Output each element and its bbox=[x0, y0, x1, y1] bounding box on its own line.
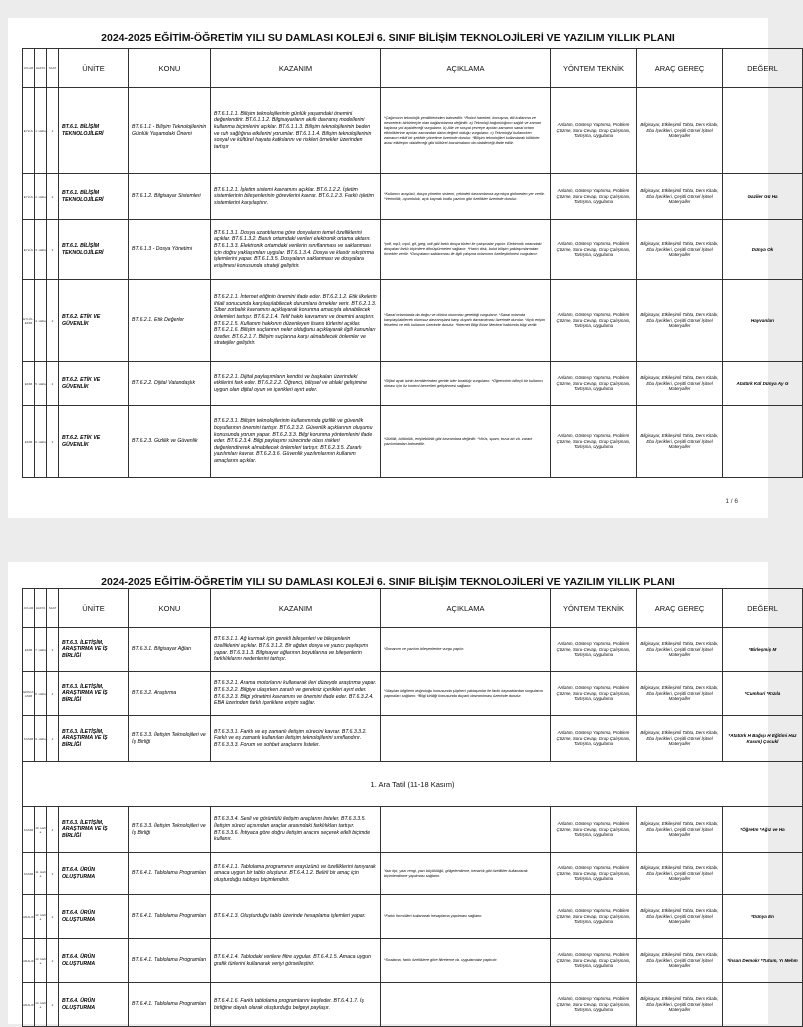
tools-cell: Bilgisayar, Etkileşimli Tahta, Ders Kitabı, Eba İçerikleri, Çeşitli Görsel İşitsel Materyaller bbox=[637, 628, 723, 672]
table-row bbox=[23, 220, 803, 280]
unit-cell: BT.6.2. ETİK VE GÜVENLİK bbox=[59, 280, 129, 362]
month-cell: KASIM bbox=[23, 807, 35, 853]
outcome-cell: BT.6.4.1.4. Tablodaki verilere filtre uygular. BT.6.4.1.5. Amaca uygun grafik türlerini kullanarak veriyi görselleştirir. bbox=[211, 939, 381, 983]
table-row bbox=[23, 983, 803, 1027]
holiday-label: 1. Ara Tatil (11-18 Kasım) bbox=[23, 762, 803, 807]
topic-cell: BT.6.1.2. Bilgisayar Sistemleri bbox=[129, 174, 211, 220]
page-number: 1 / 6 bbox=[725, 498, 738, 505]
topic-cell: BT.6.3.3. İletişim Teknolojileri ve İş Birliği bbox=[129, 807, 211, 853]
column-header: YÖNTEM TEKNİK bbox=[551, 589, 637, 628]
outcome-cell: BT.6.2.2.1. Dijital paylaşımların kendisi ve başkaları üzerindeki etkilerini fark eder. BT.6.2.2.2. Öğrenci, bilişsel ve ahlaki gelişimine uygun olan dijital oyun ve içerikleri ayırt eder. bbox=[211, 362, 381, 406]
method-cell: Anlatım, Gösterıp Yaptırma, Problem Çözme, Soru-Cevap, Grup Çalışması, Tartışma, Uygulama bbox=[551, 628, 637, 672]
week-cell: 12. Hafta bbox=[35, 895, 47, 939]
column-header: DEĞERL bbox=[723, 589, 803, 628]
outcome-cell: BT.6.3.3.4. Sesli ve görüntülü iletişim araçlarını listeler. BT.6.3.3.5. İletişim süreci açısından araçlar arasındaki farklılıkları tartışır. BT.6.3.3.6. İhtiyaca göre doğru iletişim aracını seçerek etkili biçimde kullanır. bbox=[211, 807, 381, 853]
table-header-row bbox=[23, 589, 803, 628]
method-cell: Anlatım, Gösterıp Yaptırma, Problem Çözme, Soru-Cevap, Grup Çalışması, Tartışma, Uygulama bbox=[551, 716, 637, 762]
unit-cell: BT.6.4. ÜRÜN OLUŞTURMA bbox=[59, 939, 129, 983]
unit-cell: BT.6.1. BİLİŞİM TEKNOLOJİLERİ bbox=[59, 220, 129, 280]
column-header: ÜNİTE bbox=[59, 589, 129, 628]
table-row bbox=[23, 628, 803, 672]
unit-cell: BT.6.2. ETİK VE GÜVENLİK bbox=[59, 362, 129, 406]
column-header: ARAÇ GEREÇ bbox=[637, 49, 723, 88]
hour-cell: 2 bbox=[47, 362, 59, 406]
tools-cell: Bilgisayar, Etkileşimli Tahta, Ders Kitabı, Eba İçerikleri, Çeşitli Görsel İşitsel Materyaller bbox=[637, 280, 723, 362]
topic-cell: BT.6.2.2. Dijital Vatandaşlık bbox=[129, 362, 211, 406]
month-cell: EYLÜL-EKİM bbox=[23, 280, 35, 362]
unit-cell: BT.6.4. ÜRÜN OLUŞTURMA bbox=[59, 895, 129, 939]
hour-cell: 2 bbox=[47, 983, 59, 1027]
evaluation-cell bbox=[723, 983, 803, 1027]
table-row bbox=[23, 807, 803, 853]
outcome-cell: BT.6.2.1.1. İnternet etiğinin önemini ifade eder. BT.6.2.1.2. Etik ilkelerin ihlali sonucunda karşılaşılabilecek durumlara örnekler verir. BT.6.2.1.3. Siber zorbalık kavramını açıklayarak korunma amacıyla alınabilecek önlemleri tartışır. BT.6.2.1.4. Telif hakkı kavramını ve önemini araştırır. BT.6.2.1.5. Kullanım hakkının düzenleyen lisans türlerini açıklar. BT.6.2.1.6. Bilişim suçlarının neler olduğunu açıklayarak ilgili kanunları özetler. BT.6.2.1.7. Bilişim suçlarına karşı alınabilecek önlemler ve stratejiler geliştirir. bbox=[211, 280, 381, 362]
outcome-cell: BT.6.3.2.1. Arama motorlarını kullanarak ileri düzeyde araştırma yapar. BT.6.3.2.2. Bilgiye ulaşırken zararlı ve gereksiz içerikleri ayırt eder. BT.6.3.2.3. Bilgi yönetimi kavramını ve önemini ifade eder. BT.6.3.2.4. EBA üzerinden farklı içeriklere erişim sağlar. bbox=[211, 672, 381, 716]
week-cell: 11. Hafta bbox=[35, 853, 47, 895]
column-header: KONU bbox=[129, 49, 211, 88]
method-cell: Anlatım, Gösterıp Yaptırma, Problem Çözme, Soru-Cevap, Grup Çalışması, Tartışma, Uygulama bbox=[551, 853, 637, 895]
method-cell: Anlatım, Gösterıp Yaptırma, Problem Çözme, Soru-Cevap, Grup Çalışması, Tartışma, Uygulama bbox=[551, 939, 637, 983]
week-cell: 6. Hafta bbox=[35, 406, 47, 478]
topic-cell: BT.6.4.1. Tablolama Programları bbox=[129, 895, 211, 939]
week-cell: 14. Hafta bbox=[35, 983, 47, 1027]
document-title: 2024-2025 EĞİTİM-ÖĞRETİM YILI SU DAMLASI KOLEJİ 6. SINIF BİLİŞİM TEKNOLOJİLERİ VE YAZILIM YILLIK PLANI bbox=[101, 32, 675, 44]
unit-cell: BT.6.3. İLETİŞİM, ARAŞTIRMA VE İŞ BİRLİĞİ bbox=[59, 672, 129, 716]
evaluation-cell: *Birleşmiş M bbox=[723, 628, 803, 672]
column-header: DEĞERL bbox=[723, 49, 803, 88]
hour-cell: 2 bbox=[47, 716, 59, 762]
evaluation-cell: Atatürk Kül Dünya Ay G bbox=[723, 362, 803, 406]
document-title: 2024-2025 EĞİTİM-ÖĞRETİM YILI SU DAMLASI KOLEJİ 6. SINIF BİLİŞİM TEKNOLOJİLERİ VE YAZILIM YILLIK PLANI bbox=[101, 576, 675, 588]
topic-cell: BT.6.1.3 - Dosya Yönetimi bbox=[129, 220, 211, 280]
table-row bbox=[23, 672, 803, 716]
unit-cell: BT.6.4. ÜRÜN OLUŞTURMA bbox=[59, 983, 129, 1027]
unit-cell: BT.6.4. ÜRÜN OLUŞTURMA bbox=[59, 853, 129, 895]
column-header: AÇIKLAMA bbox=[381, 589, 551, 628]
method-cell: Anlatım, Gösterıp Yaptırma, Problem Çözme, Soru-Cevap, Grup Çalışması, Tartışma, Uygulama bbox=[551, 220, 637, 280]
table-row bbox=[23, 174, 803, 220]
description-cell: *Farklı formülleri kullanarak hesaplama yapılması sağlanır. bbox=[381, 895, 551, 939]
method-cell: Anlatım, Gösterıp Yaptırma, Problem Çözme, Soru-Cevap, Grup Çalışması, Tartışma, Uygulama bbox=[551, 807, 637, 853]
description-cell: *Ulaşılan bilgilerin doğruluğu konusunda şüpheci yaklaşımlar ile farklı kaynaklardan sorgulama yapmaları sağlanır. *Bilgi kirliliği konusunda duyarlı davranılması üzerinde durulur. bbox=[381, 672, 551, 716]
unit-cell: BT.6.3. İLETİŞİM, ARAŞTIRMA VE İŞ BİRLİĞİ bbox=[59, 716, 129, 762]
method-cell: Anlatım, Gösterıp Yaptırma, Problem Çözme, Soru-Cevap, Grup Çalışması, Tartışma, Uygulama bbox=[551, 88, 637, 174]
table-row bbox=[23, 939, 803, 983]
table-header-row bbox=[23, 49, 803, 88]
description-cell: *Donanım ve yazılım bileşenlerine vurgu yapılır. bbox=[381, 628, 551, 672]
evaluation-cell: *Öğretm *Ağız ve Ha bbox=[723, 807, 803, 853]
hour-cell: 2 bbox=[47, 220, 59, 280]
month-cell: ARALIK bbox=[23, 895, 35, 939]
tools-cell: Bilgisayar, Etkileşimli Tahta, Ders Kitabı, Eba İçerikleri, Çeşitli Görsel İşitsel Materyaller bbox=[637, 853, 723, 895]
month-cell: KASIM bbox=[23, 716, 35, 762]
evaluation-cell: *Cumhuri *Kızıla bbox=[723, 672, 803, 716]
month-cell: EKİM bbox=[23, 362, 35, 406]
evaluation-cell: *İnsan Demokr *Tutum, Yı Mehm bbox=[723, 939, 803, 983]
month-cell: EYLÜL bbox=[23, 220, 35, 280]
description-cell: *Çağımızın teknolojik yeniliklerinden bahsedilir. *Robot hareketi, konuşma, dili kullanma ve nesnelerin birbirleriyle olan bağlantılarına değinilir. a) Teknoloji bağımlılığının sağlık ve zaman kaybına yol açabileceği vurgulanır. b) Aile ve sosyal çevreye ayrılan zamanın sanal ortam etkinliklerine ayrılan zamandan daha değerli olduğu vurgulanır. c) Teknolojiyi kullanırken zamanın etkili bir şekilde yönetime üzerinde durulur. *Bilişim teknolojileri kullanılarak kültürler arası etkileşim olabileceği gibi kültürel bozulmaların da olabileceği ifade edilir. bbox=[381, 88, 551, 174]
tools-cell: Bilgisayar, Etkileşimli Tahta, Ders Kitabı, Eba İçerikleri, Çeşitli Görsel İşitsel Materyaller bbox=[637, 406, 723, 478]
column-header: AYLAR bbox=[23, 49, 35, 88]
holiday-row bbox=[23, 762, 803, 807]
month-cell: EKİM bbox=[23, 628, 35, 672]
hour-cell: 2 bbox=[47, 406, 59, 478]
week-cell: 13. Hafta bbox=[35, 939, 47, 983]
column-header: SAAT bbox=[47, 589, 59, 628]
outcome-cell: BT.6.4.1.1. Tablolama programının arayüzünü ve özelliklerini tanıyarak amaca uygun bir tablo oluşturur. BT.6.4.1.2. Belirli bir amaç için oluşturduğu tabloyu biçimlendirir. bbox=[211, 853, 381, 895]
column-header: SAAT bbox=[47, 49, 59, 88]
method-cell: Anlatım, Gösterıp Yaptırma, Problem Çözme, Soru-Cevap, Grup Çalışması, Tartışma, Uygulama bbox=[551, 362, 637, 406]
column-header: HAFTA bbox=[35, 49, 47, 88]
column-header: ARAÇ GEREÇ bbox=[637, 589, 723, 628]
description-cell: *Sanal ortamlarda da doğru ve dürüst olunması gerektiği vurgulanır. *Sanal ortamda karşılaşılabilecek olumsuz davranışlara karşı duyarlı davranılması üzerinde durulur. *Açık erişim felsefesi ve etik kullanım üzerinde durulur. *İnternet Bilgi İhbar Merkezi hakkında bilgi verilir. bbox=[381, 280, 551, 362]
description-cell: *Sıralama, farklı özelliklere göre filtreleme vb. uygulamalar yaptırılır. bbox=[381, 939, 551, 983]
topic-cell: BT.6.4.1. Tablolama Programları bbox=[129, 939, 211, 983]
outcome-cell: BT.6.4.1.3. Oluşturduğu tablo üzerinde hesaplama işlemleri yapar. bbox=[211, 895, 381, 939]
tools-cell: Bilgisayar, Etkileşimli Tahta, Ders Kitabı, Eba İçerikleri, Çeşitli Görsel İşitsel Materyaller bbox=[637, 88, 723, 174]
week-cell: 10. Hafta bbox=[35, 807, 47, 853]
document-page-2 bbox=[8, 562, 798, 1024]
week-cell: 9. Hafta bbox=[35, 716, 47, 762]
tools-cell: Bilgisayar, Etkileşimli Tahta, Ders Kitabı, Eba İçerikleri, Çeşitli Görsel İşitsel Materyaller bbox=[637, 672, 723, 716]
table-row bbox=[23, 895, 803, 939]
method-cell: Anlatım, Gösterıp Yaptırma, Problem Çözme, Soru-Cevap, Grup Çalışması, Tartışma, Uygulama bbox=[551, 280, 637, 362]
month-cell: KASIM bbox=[23, 853, 35, 895]
evaluation-cell: Gaziler Gü Ha bbox=[723, 174, 803, 220]
week-cell: 2. Hafta bbox=[35, 174, 47, 220]
topic-cell: BT.6.2.1. Etik Değerler bbox=[129, 280, 211, 362]
topic-cell: BT.6.2.3. Gizlilik ve Güvenlik bbox=[129, 406, 211, 478]
tools-cell: Bilgisayar, Etkileşimli Tahta, Ders Kitabı, Eba İçerikleri, Çeşitli Görsel İşitsel Materyaller bbox=[637, 220, 723, 280]
outcome-cell: BT.6.4.1.6. Farklı tablolama programlarını keşfeder. BT.6.4.1.7. İş birliğine dayalı olarak oluşturduğu belgeyi paylaşır. bbox=[211, 983, 381, 1027]
unit-cell: BT.6.1. BİLİŞİM TEKNOLOJİLERİ bbox=[59, 88, 129, 174]
description-cell bbox=[381, 807, 551, 853]
hour-cell: 2 bbox=[47, 628, 59, 672]
column-header: KAZANIM bbox=[211, 589, 381, 628]
column-header: KAZANIM bbox=[211, 49, 381, 88]
description-cell: *Dijital ayak izinin kendilerinden geride izler bıraktığı vurgulanır. *Öğrencinin bilinçli bir kullanıcı olması için öz kontrol becerileri geliştirmesi sağlanır. bbox=[381, 362, 551, 406]
table-row bbox=[23, 362, 803, 406]
method-cell: Anlatım, Gösterıp Yaptırma, Problem Çözme, Soru-Cevap, Grup Çalışması, Tartışma, Uygulama bbox=[551, 406, 637, 478]
unit-cell: BT.6.3. İLETİŞİM, ARAŞTIRMA VE İŞ BİRLİĞİ bbox=[59, 628, 129, 672]
outcome-cell: BT.6.1.1.1. Bilişim teknolojilerinin günlük yaşamdaki önemini değerlendirir. BT.6.1.1.2. Bilgisayarların akıllı davranış modellerini kullanma biçimlerini açıklar. BT.6.1.1.3. Bilişim teknolojilerinin beden ve ruh sağlığına etkilerini yorumlar. BT.6.1.1.4. Bilişim teknolojilerinin sosyal ve kültürel hayata katkılarını ve riskleri örnekler üzerinden tartışır bbox=[211, 88, 381, 174]
column-header: ÜNİTE bbox=[59, 49, 129, 88]
column-header: AÇIKLAMA bbox=[381, 49, 551, 88]
hour-cell: 2 bbox=[47, 174, 59, 220]
month-cell: ARALIK bbox=[23, 983, 35, 1027]
evaluation-cell bbox=[723, 406, 803, 478]
plan-table-page-2 bbox=[22, 588, 803, 1027]
table-row bbox=[23, 280, 803, 362]
table-row bbox=[23, 88, 803, 174]
column-header: KONU bbox=[129, 589, 211, 628]
description-cell: *Kullanıcı arayüzü, dosya yönetim sistemi, çekirdek kavramlarına ayrıntıya girilmeden yer verilir. *Verimlilik, uyumluluk, açık kaynak kodlu yazılım gibi özellikler üzerinde durulur. bbox=[381, 174, 551, 220]
week-cell: 3. Hafta bbox=[35, 220, 47, 280]
week-cell: 5. Hafta bbox=[35, 362, 47, 406]
evaluation-cell: *Atatürk H Bağışı H Eğitimi Haz Kasım) Çocukl bbox=[723, 716, 803, 762]
unit-cell: BT.6.3. İLETİŞİM, ARAŞTIRMA VE İŞ BİRLİĞİ bbox=[59, 807, 129, 853]
outcome-cell: BT.6.3.1.1. Ağ kurmak için gerekli bileşenleri ve bileşenlerin özelliklerini açıklar. BT.6.3.1.2. Bir ağdan dosya ve yazıcı paylaşımı yapar. BT.6.3.1.3. Bilgisayar ağlarının boyutlarına ve bileşenlerin farklılıklarını nedenlerini tartışır. bbox=[211, 628, 381, 672]
month-cell: EYLÜL bbox=[23, 174, 35, 220]
hour-cell: 2 bbox=[47, 939, 59, 983]
description-cell: *pdf, mp3, mp4, gif, jpeg, odt gibi farklı dosya türleri ile çalışmalar yapılır. Elektronik ortamdaki dosyaları farklı biçimlere dönüştürmeleri sağlanır. *Harici disk, bulut bilişim yaklaşımlarından örnekler verilir. *Dosyaların saklanması ile ilgili çalışma ortamının özelleştirilmesi vurgulanır. bbox=[381, 220, 551, 280]
document-page-1 bbox=[8, 18, 789, 518]
table-row bbox=[23, 406, 803, 478]
description-cell: Yazı tipi, yazı rengi, yazı büyüklüğü, gölgelendirme, kenarlık gibi özellikler kullanılarak biçimlendirme yapılması sağlanır. bbox=[381, 853, 551, 895]
topic-cell: BT.6.1.1 - Bilişim Teknolojilerinin Günlük Yaşamdaki Önemi bbox=[129, 88, 211, 174]
topic-cell: BT.6.4.1. Tablolama Programları bbox=[129, 983, 211, 1027]
month-cell: EYLÜL bbox=[23, 88, 35, 174]
evaluation-cell bbox=[723, 853, 803, 895]
outcome-cell: BT.6.2.3.1. Bilişim teknolojilerinin kullanımında gizlilik ve güvenlik boyutlarının önemini tartışır. BT.6.2.3.2. Güvenlik açıklarının oluşumu konusunda yorum yapar. BT.6.2.3.3. Bilgi korunma yöntemlerini ifade eder. BT.6.2.3.4. Bilgi paylaşımı sürecinde olası riskleri değerlendirerek alınabilecek önlemleri tartışır. BT.6.2.3.5. Zararlı yazılımları kavrar. BT.6.2.3.6. Güvenlik yazılımlarının kullanım amaçlarını açıklar. bbox=[211, 406, 381, 478]
topic-cell: BT.6.4.1. Tablolama Programları bbox=[129, 853, 211, 895]
week-cell: 7. Hafta bbox=[35, 628, 47, 672]
column-header: YÖNTEM TEKNİK bbox=[551, 49, 637, 88]
topic-cell: BT.6.3.1. Bilgisayar Ağları bbox=[129, 628, 211, 672]
tools-cell: Bilgisayar, Etkileşimli Tahta, Ders Kitabı, Eba İçerikleri, Çeşitli Görsel İşitsel Materyaller bbox=[637, 983, 723, 1027]
tools-cell: Bilgisayar, Etkileşimli Tahta, Ders Kitabı, Eba İçerikleri, Çeşitli Görsel İşitsel Materyaller bbox=[637, 362, 723, 406]
column-header: HAFTA bbox=[35, 589, 47, 628]
plan-table-page-1 bbox=[22, 48, 803, 478]
outcome-cell: BT.6.3.3.1. Farklı ve eş zamanlı iletişim sürecini kavrar. BT.6.3.3.2. Farklı ve eş zamanlı kullanılan iletişim teknolojilerini sınıflandırır. BT.6.3.3.3. Forum ve sohbet araçlarını listeler. bbox=[211, 716, 381, 762]
hour-cell: 2 bbox=[47, 280, 59, 362]
method-cell: Anlatım, Gösterıp Yaptırma, Problem Çözme, Soru-Cevap, Grup Çalışması, Tartışma, Uygulama bbox=[551, 174, 637, 220]
week-cell: 4. Hafta bbox=[35, 280, 47, 362]
hour-cell: 2 bbox=[47, 895, 59, 939]
tools-cell: Bilgisayar, Etkileşimli Tahta, Ders Kitabı, Eba İçerikleri, Çeşitli Görsel İşitsel Materyaller bbox=[637, 895, 723, 939]
table-row bbox=[23, 716, 803, 762]
evaluation-cell: Dünya Ok bbox=[723, 220, 803, 280]
evaluation-cell bbox=[723, 88, 803, 174]
outcome-cell: BT.6.1.2.1. İşletim sistemi kavramını açıklar. BT.6.1.2.2. İşletim sistemlerinin bileşenlerinin görevlerini kavrar. BT.6.1.2.3. Farklı işletim sistemlerini karşılaştırır. bbox=[211, 174, 381, 220]
column-header: AYLAR bbox=[23, 589, 35, 628]
week-cell: 8. Hafta bbox=[35, 672, 47, 716]
evaluation-cell: *Dünya En bbox=[723, 895, 803, 939]
table-row bbox=[23, 853, 803, 895]
unit-cell: BT.6.2. ETİK VE GÜVENLİK bbox=[59, 406, 129, 478]
hour-cell: 2 bbox=[47, 807, 59, 853]
method-cell: Anlatım, Gösterıp Yaptırma, Problem Çözme, Soru-Cevap, Grup Çalışması, Tartışma, Uygulama bbox=[551, 895, 637, 939]
unit-cell: BT.6.1. BİLİŞİM TEKNOLOJİLERİ bbox=[59, 174, 129, 220]
description-cell bbox=[381, 983, 551, 1027]
method-cell: Anlatım, Gösterıp Yaptırma, Problem Çözme, Soru-Cevap, Grup Çalışması, Tartışma, Uygulama bbox=[551, 983, 637, 1027]
tools-cell: Bilgisayar, Etkileşimli Tahta, Ders Kitabı, Eba İçerikleri, Çeşitli Görsel İşitsel Materyaller bbox=[637, 939, 723, 983]
hour-cell: 2 bbox=[47, 88, 59, 174]
month-cell: ARALIK bbox=[23, 939, 35, 983]
tools-cell: Bilgisayar, Etkileşimli Tahta, Ders Kitabı, Eba İçerikleri, Çeşitli Görsel İşitsel Materyaller bbox=[637, 174, 723, 220]
month-cell: EKİM bbox=[23, 406, 35, 478]
hour-cell: 2 bbox=[47, 672, 59, 716]
method-cell: Anlatım, Gösterıp Yaptırma, Problem Çözme, Soru-Cevap, Grup Çalışması, Tartışma, Uygulama bbox=[551, 672, 637, 716]
description-cell bbox=[381, 716, 551, 762]
hour-cell: 2 bbox=[47, 853, 59, 895]
month-cell: EKİM-KASIM bbox=[23, 672, 35, 716]
topic-cell: BT.6.3.2. Araştırma bbox=[129, 672, 211, 716]
tools-cell: Bilgisayar, Etkileşimli Tahta, Ders Kitabı, Eba İçerikleri, Çeşitli Görsel İşitsel Materyaller bbox=[637, 716, 723, 762]
tools-cell: Bilgisayar, Etkileşimli Tahta, Ders Kitabı, Eba İçerikleri, Çeşitli Görsel İşitsel Materyaller bbox=[637, 807, 723, 853]
evaluation-cell: Hayvanları bbox=[723, 280, 803, 362]
topic-cell: BT.6.3.3. İletişim Teknolojileri ve İş Birliği bbox=[129, 716, 211, 762]
outcome-cell: BT.6.1.3.1. Dosya uzantılarına göre dosyaların temel özelliklerini açıklar. BT.6.1.3.2. Basılı ortamdaki verileri elektronik ortama aktarır. BT.6.1.3.3. Elektronik ortamdaki verilerin sınıflanması ve saklanması için doğru yaklaşımları uygular. BT.6.1.3.4. Dosya ve klasör sıkıştırma işlemlerini yapar. BT.6.1.3.5. Dosyaların saklanması ve dosyalara erişilmesi konusunda strateji geliştirir. bbox=[211, 220, 381, 280]
description-cell: *Gizlilik, bütünlük, erişilebilirlik gibi kavramlara değinilir. *Virüs, spam, truva atı vb. zararlı yazılımlardan bahsedilir. bbox=[381, 406, 551, 478]
week-cell: 1. Hafta bbox=[35, 88, 47, 174]
